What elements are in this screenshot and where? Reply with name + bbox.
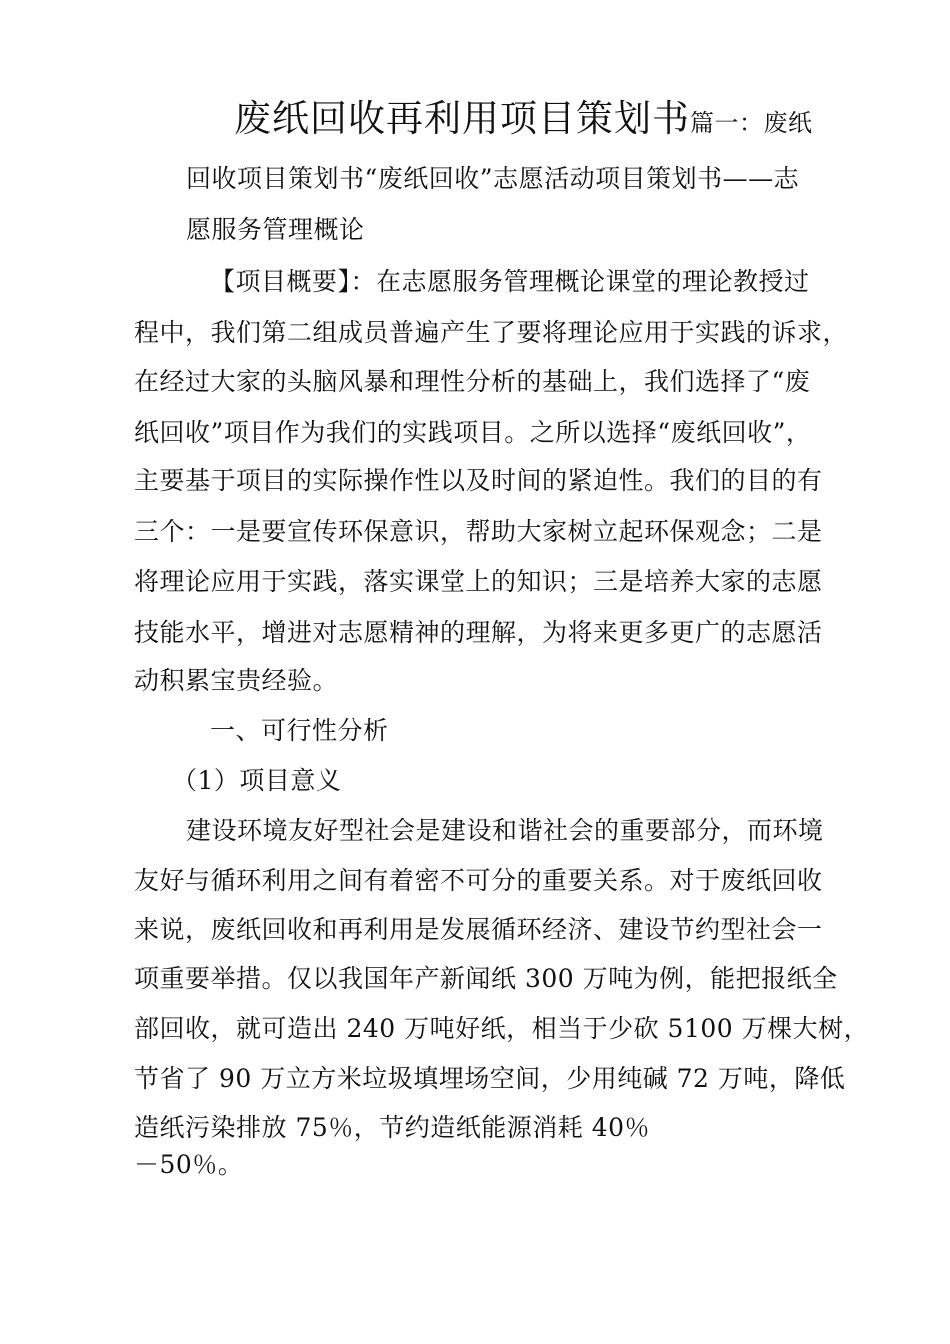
- significance-line-4: 项重要举措。仅以我国年产新闻纸 300 万吨为例，能把报纸全: [134, 964, 838, 993]
- overview-line-8: 技能水平，增进对志愿精神的理解，为将来更多更广的志愿活: [134, 618, 823, 647]
- significance-line-7: 造纸污染排放 75％，节约造纸能源消耗 40％: [134, 1113, 651, 1142]
- overview-line-2: 程中，我们第二组成员普遍产生了要将理论应用于实践的诉求，: [134, 318, 849, 347]
- overview-line-9: 动积累宝贵经验。: [134, 666, 339, 695]
- overview-line-1: 【项目概要】：在志愿服务管理概论课堂的理论教授过: [210, 267, 810, 296]
- overview-line-3: 在经过大家的头脑风暴和理性分析的基础上，我们选择了“废: [134, 367, 811, 396]
- significance-line-8: －50％。: [134, 1150, 244, 1179]
- overview-line-4: 纸回收”项目作为我们的实践项目。之所以选择“废纸回收”，: [134, 418, 812, 447]
- overview-line-5: 主要基于项目的实际操作性以及时间的紧迫性。我们的目的有: [134, 466, 823, 495]
- significance-line-3: 来说，废纸回收和再利用是发展循环经济、建设节约型社会一: [134, 915, 823, 944]
- section-heading: 一、可行性分析: [210, 716, 389, 745]
- title-main: 废纸回收再利用项目策划书: [234, 97, 690, 140]
- significance-line-5: 部回收，就可造出 240 万吨好纸，相当于少砍 5100 万棵大树，: [134, 1014, 870, 1043]
- subtitle-line-2: 愿服务管理概论: [186, 215, 365, 244]
- significance-line-1: 建设环境友好型社会是建设和谐社会的重要部分，而环境: [186, 816, 824, 845]
- document-title: [234, 97, 813, 140]
- significance-line-2: 友好与循环利用之间有着密不可分的重要关系。对于废纸回收: [134, 866, 823, 895]
- overview-line-7: 将理论应用于实践，落实课堂上的知识；三是培养大家的志愿: [134, 567, 823, 596]
- subsection-heading: （1）项目意义: [172, 766, 342, 795]
- title-suffix: 篇一：废纸: [690, 109, 813, 137]
- overview-line-6: 三个：一是要宣传环保意识，帮助大家树立起环保观念；二是: [134, 517, 823, 546]
- significance-line-6: 节省了 90 万立方米垃圾填埋场空间，少用纯碱 72 万吨，降低: [134, 1064, 846, 1093]
- subtitle-line-1: 回收项目策划书“废纸回收”志愿活动项目策划书——志: [186, 164, 800, 193]
